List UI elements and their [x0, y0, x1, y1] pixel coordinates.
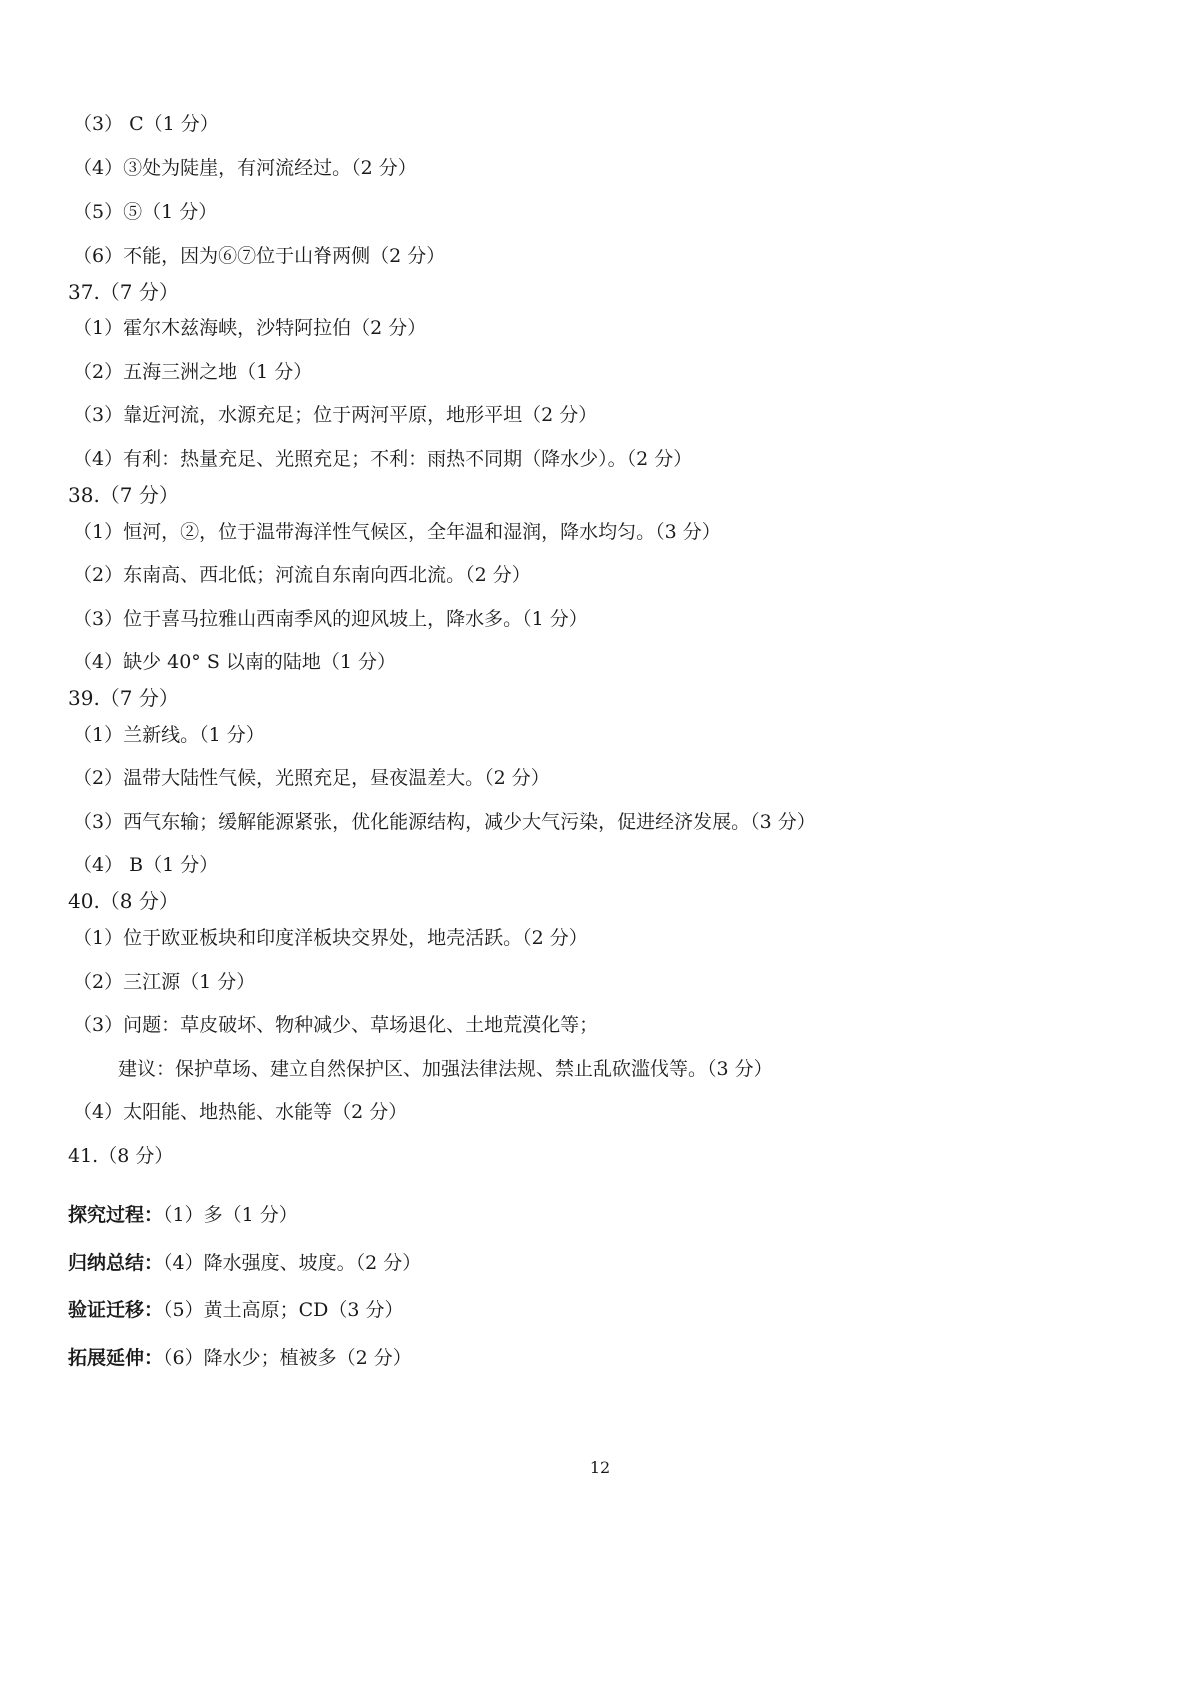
q41-item-label: 验证迁移：: [68, 1299, 164, 1321]
q41-item-text: （4）降水强度、坡度。（2 分）: [163, 1252, 422, 1274]
q38-answer-2: （2）东南高、西北低；河流自东南向西北流。（2 分）: [73, 564, 531, 586]
q41-item-text: （6）降水少；植被多（2 分）: [163, 1347, 412, 1369]
q37-answer-2: （2）五海三洲之地（1 分）: [73, 361, 313, 383]
q37-answer-3: （3）靠近河流，水源充足；位于两河平原，地形平坦（2 分）: [73, 404, 598, 426]
q37-answer-4: （4）有利：热量充足、光照充足；不利：雨热不同期（降水少）。（2 分）: [73, 448, 693, 470]
q41-item-text: （5）黄土高原；CD（3 分）: [163, 1299, 404, 1321]
q41-item-explore: [68, 1203, 298, 1227]
q38-answer-3: （3）位于喜马拉雅山西南季风的迎风坡上，降水多。（1 分）: [73, 608, 588, 630]
q41-item-label: 拓展延伸：: [68, 1347, 164, 1369]
q41-item-label: 探究过程：: [68, 1204, 164, 1226]
q39-answer-1: （1）兰新线。（1 分）: [73, 724, 265, 746]
q37-answer-1: （1）霍尔木兹海峡，沙特阿拉伯（2 分）: [73, 317, 427, 339]
q41-item-verify: [68, 1298, 404, 1322]
q41-item-text: （1）多（1 分）: [163, 1204, 298, 1226]
q38-heading: 38.（7 分）: [68, 483, 179, 507]
q40-answer-3-suggestion: 建议：保护草场、建立自然保护区、加强法律法规、禁止乱砍滥伐等。（3 分）: [118, 1058, 773, 1080]
q39-answer-4: （4） B（1 分）: [73, 854, 219, 876]
q39-answer-3: （3）西气东输；缓解能源紧张，优化能源结构，减少大气污染，促进经济发展。（3 分）: [73, 811, 816, 833]
q40-answer-1: （1）位于欧亚板块和印度洋板块交界处，地壳活跃。（2 分）: [73, 927, 588, 949]
page-number: 12: [589, 1458, 611, 1477]
q41-item-label: 归纳总结：: [68, 1252, 164, 1274]
q36-answer-4: （4）③处为陡崖，有河流经过。（2 分）: [73, 157, 417, 179]
q36-answer-6: （6）不能，因为⑥⑦位于山脊两侧（2 分）: [73, 245, 446, 267]
q41-item-extend: [68, 1346, 412, 1370]
q41-heading: 41.（8 分）: [68, 1145, 174, 1167]
q41-item-summary: [68, 1251, 421, 1275]
q39-heading: 39.（7 分）: [68, 686, 179, 710]
q39-answer-2: （2）温带大陆性气候，光照充足，昼夜温差大。（2 分）: [73, 767, 550, 789]
q40-heading: 40.（8 分）: [68, 889, 179, 913]
q36-answer-3: （3） C（1 分）: [73, 113, 219, 135]
q40-answer-4: （4）太阳能、地热能、水能等（2 分）: [73, 1101, 408, 1123]
q38-answer-1: （1）恒河，②，位于温带海洋性气候区，全年温和湿润，降水均匀。（3 分）: [73, 521, 721, 543]
q40-answer-3-problem: （3）问题：草皮破坏、物种减少、草场退化、土地荒漠化等；: [73, 1014, 599, 1036]
q36-answer-5: （5）⑤（1 分）: [73, 201, 218, 223]
q40-answer-2: （2）三江源（1 分）: [73, 971, 256, 993]
q37-heading: 37.（7 分）: [68, 280, 179, 304]
q38-answer-4: （4）缺少 40° S 以南的陆地（1 分）: [73, 651, 397, 673]
